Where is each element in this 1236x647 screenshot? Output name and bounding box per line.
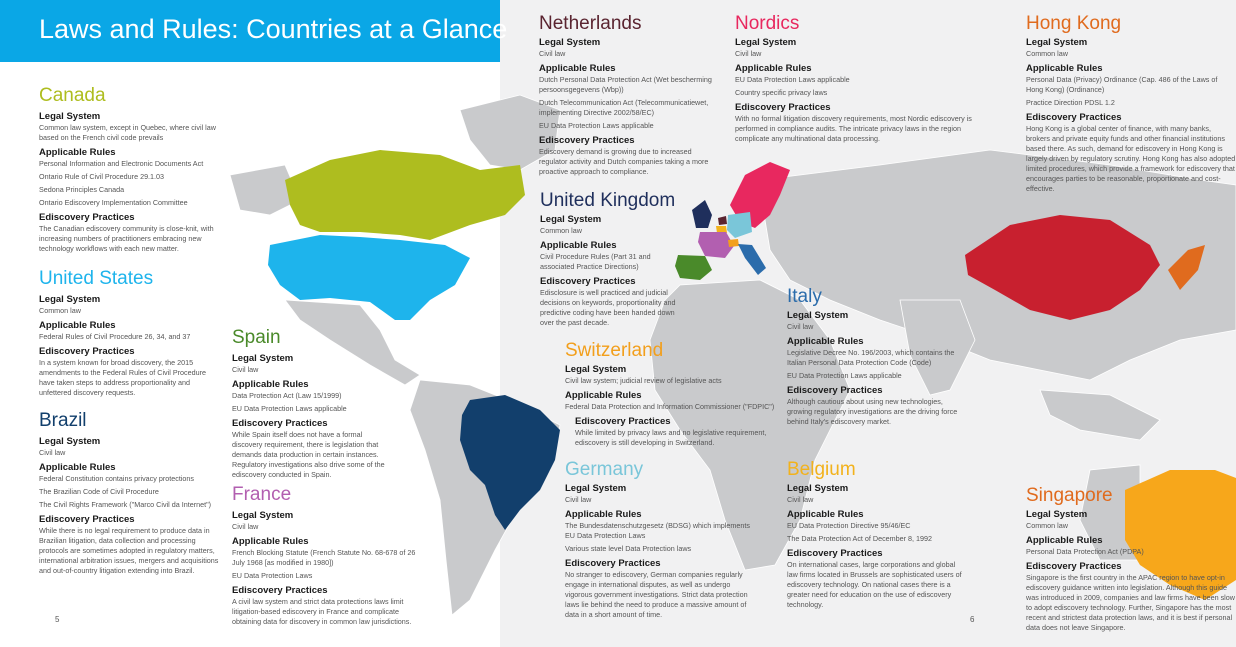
legal-system-text: Civil law xyxy=(787,322,814,331)
ediscovery-text: Hong Kong is a global center of finance, with many banks, brokers and private equity funds and other financial institutions based there. As such, demand for ediscovery in Hong Kong is largely driven by regulatory scrutiny. Hong Kong has also adopted limited procedures, which provide a framework for ediscovery that encourages parties to be reasonable, proportionate and cost-effective. xyxy=(1026,124,1236,193)
country-name: United Kingdom xyxy=(540,190,676,211)
legal-system-text: Common law xyxy=(1026,49,1068,58)
applicable-rules-heading: Applicable Rules xyxy=(1026,63,1103,74)
legal-system-heading: Legal System xyxy=(539,37,601,48)
switzerland-ediscovery xyxy=(565,416,775,448)
france-shape xyxy=(698,232,734,258)
belgium-shape xyxy=(716,226,727,233)
rule-item: Ontario Rule of Civil Procedure 29.1.03 xyxy=(39,172,165,181)
legal-system-heading: Legal System xyxy=(735,37,797,48)
applicable-rules-heading: Applicable Rules xyxy=(39,320,116,331)
rule-item: The Data Protection Act of December 8, 1992 xyxy=(787,534,933,543)
legal-system-heading: Legal System xyxy=(39,436,101,447)
legal-system-heading: Legal System xyxy=(39,111,101,122)
applicable-rules-heading: Applicable Rules xyxy=(565,509,642,520)
rule-item: Various state level Data Protection laws xyxy=(565,544,692,553)
rule-item: The Civil Rights Framework ("Marco Civil da Internet") xyxy=(39,500,212,509)
united-states-section xyxy=(39,268,219,398)
ediscovery-heading: Ediscovery Practices xyxy=(787,548,883,559)
rule-item: Practice Direction PDSL 1.2 xyxy=(1026,98,1115,107)
ediscovery-text: On international cases, large corporations and global law firms located in Brussels are sophisticated users of ediscovery technology. On national cases there is a greater need for education on the use of ediscovery technology. xyxy=(787,560,962,609)
ediscovery-heading: Ediscovery Practices xyxy=(39,346,135,357)
southeast-asia-shape xyxy=(1040,390,1160,440)
ediscovery-heading: Ediscovery Practices xyxy=(39,212,135,223)
legal-system-heading: Legal System xyxy=(565,483,627,494)
applicable-rules-heading: Applicable Rules xyxy=(232,536,309,547)
legal-system-text: Civil law xyxy=(39,448,66,457)
legal-system-heading: Legal System xyxy=(540,214,602,225)
belgium-section xyxy=(787,459,962,610)
ediscovery-heading: Ediscovery Practices xyxy=(575,416,671,427)
germany-shape xyxy=(727,212,752,238)
applicable-rules-heading: Applicable Rules xyxy=(735,63,812,74)
rule-item: EU Data Protection Laws applicable xyxy=(232,404,347,413)
country-name: Nordics xyxy=(735,13,800,34)
legal-system-text: Civil law system; judicial review of legislative acts xyxy=(565,376,722,385)
switzerland-section xyxy=(565,340,775,448)
applicable-rules-heading: Applicable Rules xyxy=(39,147,116,158)
legal-system-heading: Legal System xyxy=(787,483,849,494)
ediscovery-heading: Ediscovery Practices xyxy=(39,514,135,525)
ediscovery-heading: Ediscovery Practices xyxy=(1026,112,1122,123)
rule-item: French Blocking Statute (French Statute No. 68-678 of 26 July 1968 [as modified in 1980]) xyxy=(232,548,416,567)
legal-system-heading: Legal System xyxy=(232,510,294,521)
ediscovery-text: With no formal litigation discovery requirements, most Nordic ediscovery is performed in compliance audits. The intricate privacy laws in the region complicate any multinational data processing. xyxy=(735,114,972,143)
legal-system-text: Common law system, except in Quebec, where civil law based on the French civil code prevails xyxy=(39,123,216,142)
applicable-rules-heading: Applicable Rules xyxy=(787,336,864,347)
canada-section xyxy=(39,85,219,254)
rule-item: The Bundesdatenschutzgesetz (BDSG) which implements EU Data Protection Laws xyxy=(565,521,750,540)
rule-item: Dutch Personal Data Protection Act (Wet bescherming persoonsgegevens (Wbp)) xyxy=(539,75,712,94)
italy-section xyxy=(787,286,967,427)
header-bar xyxy=(0,0,508,62)
ediscovery-text: No stranger to ediscovery, German companies regularly engage in international disputes, as well as undergo vigorous government investigations. Strict data protection laws lie behind the need to produce a massive amount of data in a short amount of time. xyxy=(565,570,748,619)
applicable-rules-heading: Applicable Rules xyxy=(565,390,642,401)
switzerland-shape xyxy=(728,239,739,247)
united-kingdom-shape xyxy=(692,200,712,228)
ediscovery-heading: Ediscovery Practices xyxy=(565,558,661,569)
rule-item: Personal Data Protection Act (PDPA) xyxy=(1026,547,1144,556)
legal-system-text: Civil law xyxy=(787,495,814,504)
country-name: Germany xyxy=(565,459,644,480)
legal-system-text: Common law xyxy=(39,306,81,315)
country-name: Switzerland xyxy=(565,340,664,361)
legal-system-text: Civil law xyxy=(565,495,592,504)
rule-item: Ontario Ediscovery Implementation Committee xyxy=(39,198,188,207)
ediscovery-heading: Ediscovery Practices xyxy=(232,418,328,429)
country-name: United States xyxy=(39,268,154,289)
ediscovery-text: A civil law system and strict data protections laws limit litigation-based ediscovery in France and complicate obtaining data for discovery in common law jurisdictions. xyxy=(232,597,412,626)
rule-item: Personal Information and Electronic Documents Act xyxy=(39,159,204,168)
ediscovery-text: Singapore is the first country in the APAC region to have opt-in ediscovery guidance written into legislation. Although this guide was introduced in 2009, companies and law firms have been slow to adopt ediscovery technology. Further, Singapore has the most recent and strictest data protection laws, and it is best if personal data does not leave Singapore. xyxy=(1026,573,1235,632)
country-name: Brazil xyxy=(39,410,87,431)
applicable-rules-heading: Applicable Rules xyxy=(540,240,617,251)
country-name: Netherlands xyxy=(539,13,642,34)
page-title: Laws and Rules: Countries at a Glance xyxy=(39,14,508,44)
legal-system-text: Civil law xyxy=(735,49,762,58)
legal-system-heading: Legal System xyxy=(787,310,849,321)
rule-item: Federal Constitution contains privacy protections xyxy=(39,474,195,483)
rule-item: Legislative Decree No. 196/2003, which contains the Italian Personal Data Protection Code (Code) xyxy=(787,348,955,367)
united-kingdom-section xyxy=(540,190,685,328)
applicable-rules-heading: Applicable Rules xyxy=(787,509,864,520)
brazil-section xyxy=(39,410,219,576)
germany-section xyxy=(565,459,755,620)
legal-system-heading: Legal System xyxy=(232,353,294,364)
country-name: Belgium xyxy=(787,459,856,480)
ediscovery-text: Ediscovery demand is growing due to increased regulator activity and Dutch companies taking a more proactive approach to compliance. xyxy=(539,147,709,176)
ediscovery-text: Although cautious about using new technologies, growing regulatory investigations are the driving force behind Italy's ediscovery market. xyxy=(787,397,958,426)
applicable-rules-heading: Applicable Rules xyxy=(539,63,616,74)
ediscovery-text: The Canadian ediscovery community is close-knit, with increasing numbers of practitioners embracing new technology workflows with each new matter. xyxy=(39,224,214,253)
rule-item: Data Protection Act (Law 15/1999) xyxy=(232,391,342,400)
ediscovery-heading: Ediscovery Practices xyxy=(1026,561,1122,572)
ediscovery-text: While Spain itself does not have a formal discovery requirement, there is legislation that demands data production in certain instances. Regulatory investigations also drive some of the ediscovery conducted in Spain. xyxy=(232,430,385,479)
ediscovery-heading: Ediscovery Practices xyxy=(232,585,328,596)
rule-item: Dutch Telecommunication Act (Telecommunicatiewet, implementing Directive 2002/58/EC) xyxy=(539,98,709,117)
page-number-right: 6 xyxy=(970,615,975,624)
legal-system-heading: Legal System xyxy=(1026,509,1088,520)
ediscovery-heading: Ediscovery Practices xyxy=(787,385,883,396)
country-name: Italy xyxy=(787,286,822,307)
spain-section xyxy=(232,327,392,480)
legal-system-text: Common law xyxy=(540,226,582,235)
country-name: Hong Kong xyxy=(1026,13,1122,34)
nordics-section xyxy=(735,13,975,144)
country-name: France xyxy=(232,484,292,505)
country-name: Spain xyxy=(232,327,281,348)
legal-system-text: Civil law xyxy=(539,49,566,58)
ediscovery-heading: Ediscovery Practices xyxy=(539,135,635,146)
rule-item: Personal Data (Privacy) Ordinance (Cap. 486 of the Laws of Hong Kong) (Ordinance) xyxy=(1026,75,1218,94)
page-number-left: 5 xyxy=(55,615,60,624)
rule-item: Civil Procedure Rules (Part 31 and associated Practice Directions) xyxy=(540,252,651,271)
applicable-rules-heading: Applicable Rules xyxy=(1026,535,1103,546)
rule-item: EU Data Protection Laws xyxy=(232,571,313,580)
legal-system-text: Civil law xyxy=(232,365,259,374)
rule-item: EU Data Protection Laws applicable xyxy=(539,121,654,130)
rule-item: EU Data Protection Directive 95/46/EC xyxy=(787,521,911,530)
ediscovery-text: While there is no legal requirement to produce data in Brazilian litigation, data collection and processing protocols are sometimes adopted in regulatory matters, international arbitration issues, mergers and acquisitions and out-of-country litigation extending into Brazil. xyxy=(39,526,219,575)
legal-system-heading: Legal System xyxy=(1026,37,1088,48)
netherlands-shape xyxy=(718,216,727,225)
rule-item: Federal Rules of Civil Procedure 26, 34, and 37 xyxy=(39,332,191,341)
rule-item: Federal Data Protection and Information Commissioner ("FDPIC") xyxy=(565,402,775,411)
legal-system-text: Civil law xyxy=(232,522,259,531)
singapore-section xyxy=(1026,485,1236,633)
hong-kong-section xyxy=(1026,13,1236,194)
legal-system-text: Common law xyxy=(1026,521,1068,530)
netherlands-section xyxy=(539,13,714,177)
ediscovery-heading: Ediscovery Practices xyxy=(735,102,831,113)
ediscovery-heading: Ediscovery Practices xyxy=(540,276,636,287)
applicable-rules-heading: Applicable Rules xyxy=(232,379,309,390)
country-name: Canada xyxy=(39,85,106,106)
rule-item: Country specific privacy laws xyxy=(735,88,828,97)
rule-item: EU Data Protection Laws applicable xyxy=(787,371,902,380)
country-name: Singapore xyxy=(1026,485,1113,506)
legal-system-heading: Legal System xyxy=(39,294,101,305)
legal-system-heading: Legal System xyxy=(565,364,627,375)
rule-item: The Brazilian Code of Civil Procedure xyxy=(39,487,159,496)
ediscovery-text: Edisclosure is well practiced and judicial decisions on keywords, proportionality and predictive coding have been handed down over the past decade. xyxy=(540,288,676,327)
rule-item: Sedona Principles Canada xyxy=(39,185,125,194)
france-section xyxy=(232,484,417,627)
ediscovery-text: While limited by privacy laws and no legislative requirement, ediscovery is still developing in Switzerland. xyxy=(575,428,767,447)
italy-shape xyxy=(738,244,766,275)
applicable-rules-heading: Applicable Rules xyxy=(39,462,116,473)
ediscovery-text: In a system known for broad discovery, the 2015 amendments to the Federal Rules of Civil Procedure have taken steps to address proportionality and unfettered discovery requests. xyxy=(39,358,206,397)
rule-item: EU Data Protection Laws applicable xyxy=(735,75,850,84)
